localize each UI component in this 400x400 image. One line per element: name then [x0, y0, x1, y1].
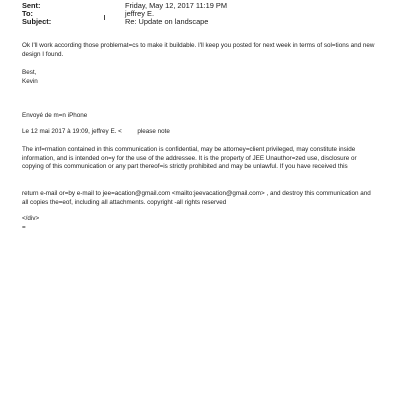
closing-markup — [22, 215, 378, 232]
quote-intro-line — [22, 128, 378, 137]
to-value: jeffrey E. — [125, 9, 155, 18]
sent-value: Friday, May 12, 2017 11:19 PM — [125, 1, 228, 10]
closing-line: Best, — [22, 69, 37, 76]
text-cursor-mark — [104, 15, 105, 20]
confidentiality-paragraph: The inf=rmation contained in this communication is confidential, may be attorney=client privileged, may constitute inside information, and is intended on=y for the use of the addressee. It is the property of JEE Unauthor=zed use, disclosure or copying of this communication or any part thereof=is strictly prohibited and may be unlawful. If you have received this — [22, 146, 357, 171]
signature-line: Kevin — [22, 77, 38, 85]
quote-intro: Le 12 mai 2017 à 19:09, jeffrey E. < — [22, 128, 122, 135]
subject-value: Re: Update on landscape — [125, 17, 209, 26]
quote-note: please note — [137, 128, 170, 135]
sent-label: Sent: — [22, 1, 41, 10]
closing-block — [22, 69, 378, 86]
subject-label: Subject: — [22, 17, 52, 26]
to-label: To: — [22, 9, 33, 18]
div-close-line: </div> — [22, 215, 40, 222]
message-paragraph: Ok I'll work according those problemat=cs to make it buildable. I'll keep you posted for next week in terms of sol=tions and new design I found. — [22, 42, 375, 58]
return-email-paragraph: return e-mail or=by e-mail to jee=acation@gmail.com <mailto:jeevacation@gmail.com> , and destroy this communication and all copies the=eof, including all attachments. copyright -all rights reserved — [22, 190, 371, 206]
sent-from-line: Envoyé de m=n iPhone — [22, 112, 88, 119]
equals-line: = — [22, 223, 26, 231]
